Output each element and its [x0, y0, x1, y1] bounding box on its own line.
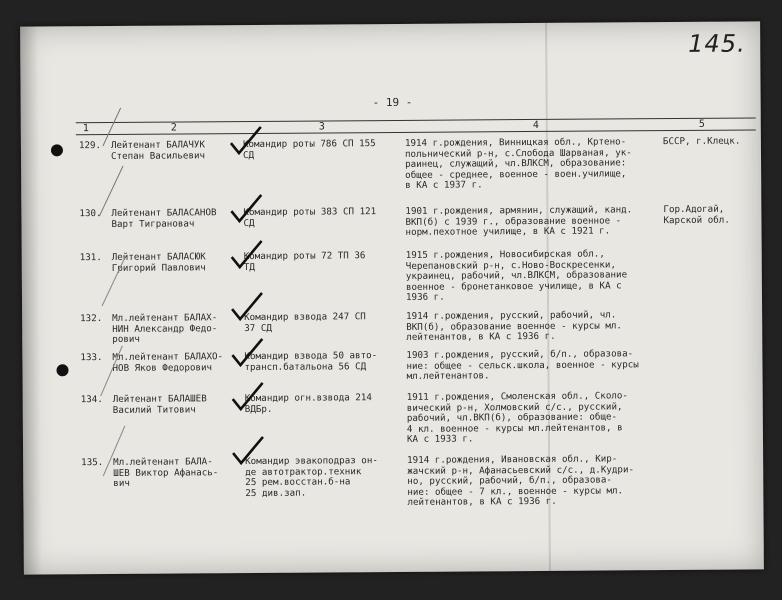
row-number: 134. — [80, 394, 103, 406]
location — [664, 309, 764, 310]
person-name: Мл.лейтенант БАЛА- ШЕВ Виктор Афанась- вич — [113, 456, 219, 490]
biography: 1914 г.рождения, русский, рабочий, чл. ВКП(б), образование военное - курсы мл. лейтенантов, в КА с 1936 г. — [406, 309, 622, 344]
person-name: Лейтенант БАЛАЧУК Степан Васильевич — [110, 139, 206, 162]
biography: 1915 г.рождения, Новосибирская обл., Черепановский р-н, с.Ново-Воскресенки, украинец, рабочий, чл.ВЛКСМ, образование военное - бронетанковое училище, в КА с 1936 г. — [405, 248, 628, 304]
location: БССР, г.Клецк. — [662, 135, 741, 148]
person-name: Мл.лейтенант БАЛАХ- НИН Александр Федо- рович — [112, 312, 218, 346]
pencil-marks — [78, 106, 144, 486]
column-header: 4 — [532, 119, 539, 132]
punch-hole — [51, 144, 63, 156]
row-number: 131. — [79, 252, 102, 264]
checkmark-icon — [230, 239, 264, 269]
unit-position: Командир эвакоподраз он- де автотрактор.техник 25 рем.восстан.б-на 25 див.зап. — [245, 455, 378, 499]
row-number: 129. — [78, 140, 102, 152]
page-number: - 19 - — [372, 95, 413, 110]
location — [664, 248, 764, 249]
column-header: 5 — [698, 118, 705, 130]
punch-hole — [56, 364, 68, 376]
person-name: Лейтенант БАЛАСАНОВ Варт Тиграновач — [111, 207, 217, 230]
checkmark-icon — [231, 435, 265, 465]
column-header: 3 — [318, 121, 325, 133]
unit-position: Командир взвода 247 СП 37 СД — [244, 311, 366, 334]
column-header: 1 — [82, 123, 89, 135]
location — [665, 390, 764, 391]
biography: 1914 г.рождения, Винницкая обл., Кртено- польнический р-н, с.Слобода Шарваная, ук- раинец, служащий, чл.ВЛКСМ, образование: общее - среднее, военное - воен.училище, в КА с 1937 г. — [404, 136, 632, 192]
checkmark-icon — [229, 125, 263, 155]
person-name: Мл.лейтенант БАЛАХО- НОВ Яков Федорович — [112, 351, 224, 374]
location — [664, 348, 764, 349]
table-header-rule — [76, 129, 756, 135]
unit-position: Командир огн.взвода 214 ВДБр. — [244, 392, 372, 415]
table-header-rule — [76, 117, 756, 123]
unit-position: Командир роты 383 СП 121 СД — [243, 206, 377, 229]
archive-number: 145. — [688, 29, 746, 58]
biography: 1903 г.рождения, русский, б/п., образова- ние: общее - сельск.школа, военное - курсы мл.лейтенантов. — [406, 348, 639, 383]
location: Гор.Адогай, Карской обл. — [663, 203, 730, 226]
row-number: 135. — [81, 457, 104, 469]
person-name: Лейтенант БАЛАШЕВ Василий Титович — [112, 393, 207, 416]
row-number: 133. — [80, 352, 103, 364]
unit-position: Командир взвода 50 авто- трансп.батальона 56 СД — [244, 350, 378, 373]
person-name: Лейтенант БАЛАСЮК Григорий Павлович — [111, 251, 206, 274]
document-sheet — [20, 21, 764, 574]
checkmark-icon — [231, 381, 265, 411]
unit-position: Командир роты 72 ТП 36 ТД — [243, 250, 366, 273]
biography: 1914 г.рождения, Ивановская обл., Кир- жачский р-н, Афанасьевский с/с., д.Кудри- но, русский, рабочий, б/п., образова- ние: общее - 7 кл., военное - курсы мл. лейтенантов, в КА с 1936 г. — [407, 453, 635, 509]
sheet-shadow — [20, 26, 42, 574]
unit-position: Командир роты 786 СП 155 СД — [242, 138, 376, 161]
checkmark-icon — [230, 337, 264, 367]
biography: 1911 г.рождения, Смоленская обл., Сколо- вический р-н, Холмовский с/с., русский, рабочий, чл.ВКП(б), образование: обще- 4 кл. военное - курсы мл.лейтенантов, в КА с 1933 г. — [406, 390, 628, 446]
checkmark-icon — [230, 291, 264, 321]
biography: 1901 г.рождения, армянин, служащий, канд. ВКП(б) с 1939 г., образование военное - норм.пехотное училище, в КА с 1921 г. — [405, 204, 633, 239]
checkmark-icon — [229, 193, 263, 223]
row-number: 132. — [80, 313, 103, 325]
column-header: 2 — [170, 122, 177, 134]
row-number: 130. — [79, 208, 102, 220]
location — [665, 453, 764, 454]
